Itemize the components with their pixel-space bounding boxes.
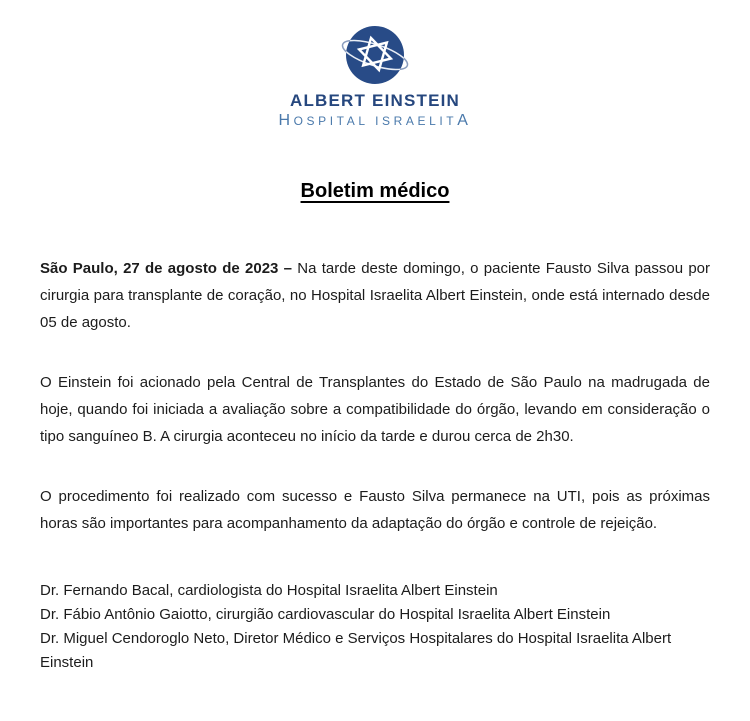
logo-subtitle [40,112,710,130]
logo-subtitle-initial: H [278,112,294,129]
logo-subtitle-middle: OSPITAL ISRAELIT [293,114,458,128]
paragraph-procedure-status [40,483,710,537]
star-of-david-globe-icon [340,25,410,88]
signature-line: Dr. Fernando Bacal, cardiologista do Hospital Israelita Albert Einstein [40,582,498,599]
logo-sphere [346,26,404,84]
paragraph-text: O procedimento foi realizado com sucesso e Fausto Silva permanece na UTI, pois as próximas horas são importantes para acompanhamento da adaptação do órgão e controle de rejeição. [40,488,710,532]
logo-wordmark: ALBERT EINSTEIN [289,91,461,110]
paragraph-text: O Einstein foi acionado pela Central de Transplantes do Estado de São Paulo na madrugada de hoje, quando foi iniciada a avaliação sobre a compatibilidade do órgão, levando em consideração o tipo sanguíneo B. A cirurgia aconteceu no início da tarde e durou cerca de 2h30. [40,374,710,445]
bulletin-body [40,255,710,537]
dateline: São Paulo, 27 de agosto de 2023 – [40,260,293,277]
paragraph-text: Na tarde deste domingo, o paciente Fausto Silva passou por cirurgia para transplante de coração, no Hospital Israelita Albert Einstein, onde está internado desde 05 de agosto. [40,260,710,331]
page-title: Boletim médico [300,180,450,202]
signature-block [40,579,710,675]
signature-line: Dr. Fábio Antônio Gaiotto, cirurgião cardiovascular do Hospital Israelita Albert Einstein [40,606,611,623]
paragraph-transplant-details [40,369,710,450]
hospital-logo [40,25,710,130]
paragraph-surgery-announcement [40,255,710,336]
logo-subtitle-final: A [457,112,472,129]
signature-line: Dr. Miguel Cendoroglo Neto, Diretor Médico e Serviços Hospitalares do Hospital Israelita Albert Einstein [40,630,672,671]
